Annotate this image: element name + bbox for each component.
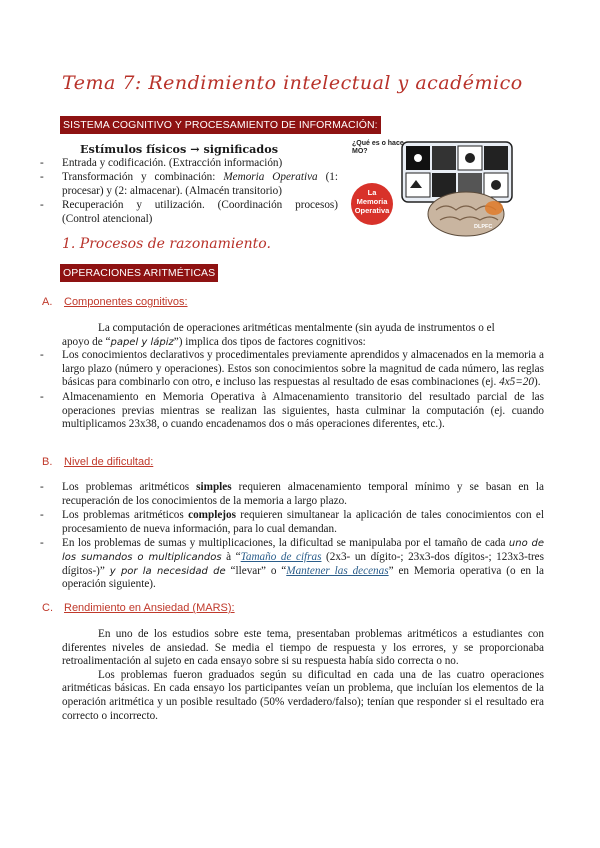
- subsection-b-body: [62, 481, 544, 593]
- subsection-heading-a: A. Componentes cognitivos:: [42, 296, 188, 308]
- section-heading-razonamiento: 1. Procesos de razonamiento.: [62, 236, 271, 252]
- list-item: - Transformación y combinación: Memoria Operativa (1: procesar) y (2: almacenar). (Almacén transitorio): [62, 171, 338, 198]
- subsection-heading-c: C. Rendimiento en Ansiedad (MARS):: [42, 602, 235, 614]
- list-item: - Los conocimientos declarativos y procedimentales previamente aprendidos y almacenados en la memoria a largo plazo (número y operaciones). Estos son conocimientos sobre la magnitud de cada número, las reglas básicas para combinarlo con otro, e incluso las respuestas al resultado de esas combinaciones (ej. 4x5=20).: [62, 349, 544, 390]
- section-banner-sistema-cognitivo: SISTEMA COGNITIVO Y PROCESAMIENTO DE INFORMACIÓN:: [60, 116, 381, 134]
- paragraph: La computación de operaciones aritméticas mentalmente (sin ayuda de instrumentos o el: [98, 322, 495, 334]
- difficulty-list: [62, 481, 544, 592]
- list-item: - En los problemas de sumas y multiplicaciones, la dificultad se manipulaba por el tamaño de cada uno de los sumandos o multiplicandos à “Tamaño de cifras (2x3- un dígito-; 23x3-dos dígitos-; 123x3-tres dígitos-)” y por la necesidad de “llevar” o “Mantener las decenas” en Memoria operativa (o en la operación siguiente).: [62, 537, 544, 591]
- stimuli-block: [62, 143, 338, 228]
- stimuli-list: [62, 157, 338, 227]
- list-item: - Los problemas aritméticos complejos requieren simultanear la aplicación de tales conocimientos con el procesamiento de nueva información, para lo cual demandan.: [62, 509, 544, 536]
- section-banner-operaciones: OPERACIONES ARITMÉTICAS: [60, 264, 218, 282]
- figure-question: ¿Qué es o hace MO?: [352, 140, 404, 155]
- working-memory-figure: [348, 138, 518, 238]
- subsection-a-body: [62, 322, 544, 433]
- paragraph: apoyo de “papel y lápiz”) implica dos tipos de factores cognitivos:: [62, 335, 366, 348]
- list-item: - Entrada y codificación. (Extracción información): [62, 157, 338, 171]
- subsection-heading-b: B. Nivel de dificultad:: [42, 456, 154, 468]
- components-list: [62, 349, 544, 432]
- paragraph: Los problemas fueron graduados según su dificultad en cada una de las cuatro operaciones aritméticas básicas. En cada ensayo los participantes veían un problema, que incluían los elementos de la operación aritmética y un posible resultado (50% verdadero/falso); tenían que responder si el resultado era correcto o incorrecto.: [62, 668, 544, 722]
- list-item: - Recuperación y utilización. (Coordinación procesos) (Control atencional): [62, 199, 338, 226]
- list-item: - Almacenamiento en Memoria Operativa à Almacenamiento transitorio del resultado parcial de las operaciones previas mientras se realizan las siguientes, hasta culminar la computación (ej. cuando multiplicamos 23x38, o cuando encadenamos dos o más operaciones diferentes, etc.).: [62, 391, 544, 432]
- figure-caption: La Memoria Operativa: [354, 188, 390, 215]
- page-title: Tema 7: Rendimiento intelectual y académico: [62, 72, 523, 94]
- list-item: - Los problemas aritméticos simples requieren almacenamiento temporal mínimo y se basan en la recuperación de los conocimientos de la memoria a largo plazo.: [62, 481, 544, 508]
- paragraph: En uno de los estudios sobre este tema, presentaban problemas aritméticos a estudiantes con diferentes niveles de ansiedad. Se media el tiempo de respuesta y los errores, y se proporcionaba retroalimentación al sujeto en cada ensayo sobre si su respuesta había sido correcta o no.: [62, 628, 544, 668]
- stimuli-heading: Estímulos físicos → significados: [80, 142, 278, 156]
- figure-credit: DLPFC: [474, 224, 493, 230]
- subsection-c-body: [62, 628, 544, 723]
